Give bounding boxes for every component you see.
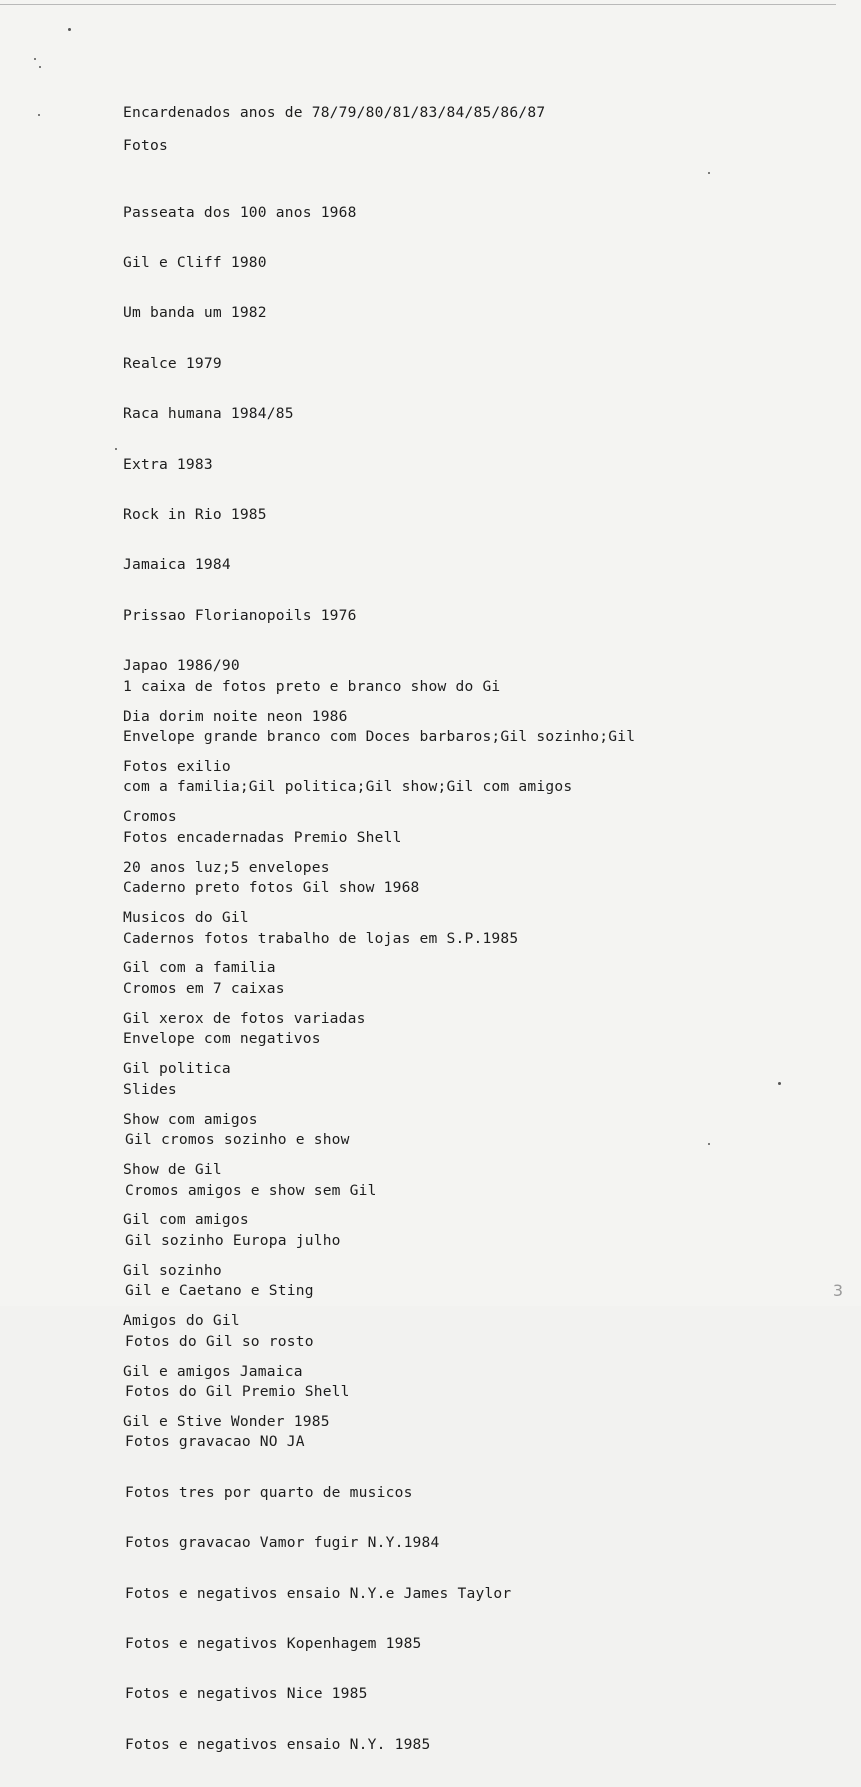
list-item: Gil sozinho [123, 1261, 222, 1279]
list-item: Cromos amigos e show sem Gil [125, 1181, 377, 1199]
list-item: Fotos e negativos ensaio N.Y.e James Taylor [125, 1584, 512, 1602]
list-item: Fotos exilio [123, 757, 231, 775]
scan-speck [39, 66, 41, 68]
list-item: 20 anos luz;5 envelopes [123, 858, 330, 876]
list-item: Show de Gil [123, 1161, 222, 1179]
list-item: Fotos gravacao NO JA [125, 1433, 305, 1451]
list-item: Gil politica [123, 1060, 231, 1078]
list-item: Fotos encadernadas Premio Shell [123, 828, 402, 846]
photo-box-list [123, 645, 635, 1787]
list-item: Gil sozinho Europa julho [125, 1231, 341, 1249]
list-item: Fotos e negativos Nice 1985 [125, 1685, 368, 1703]
list-item: Fotos tres por quarto de musicos [125, 1483, 413, 1501]
list-item: 1 caixa de fotos preto e branco show do Gi [123, 677, 501, 695]
list-item: com a familia;Gil politica;Gil show;Gil com amigos [123, 778, 573, 796]
list-item: Extra 1983 [123, 455, 213, 473]
list-item: Passeata dos 100 anos 1968 [123, 203, 357, 221]
list-item: Japao 1986/90 [123, 657, 240, 675]
list-item: Fotos gravacao Vamor fugir N.Y.1984 [125, 1534, 440, 1552]
list-item: Slides [123, 1080, 177, 1098]
list-item: Cromos [123, 808, 177, 826]
scan-speck [115, 448, 117, 450]
list-item: Envelope grande branco com Doces barbaros;Gil sozinho;Gil [123, 727, 636, 745]
list-item: Fotos do Gil Premio Shell [125, 1383, 350, 1401]
list-item: Cadernos fotos trabalho de lojas em S.P.1985 [123, 929, 519, 947]
list-item: Gil xerox de fotos variadas [123, 1009, 366, 1027]
list-item: Musicos do Gil [123, 909, 249, 927]
list-item: Raca humana 1984/85 [123, 405, 294, 423]
list-item: Gil com amigos [123, 1211, 249, 1229]
list-item: Fotos e negativos Kopenhagem 1985 [125, 1635, 422, 1653]
list-item: Prissao Florianopoils 1976 [123, 606, 357, 624]
scan-speck [708, 1143, 710, 1145]
list-item: Fotos do Gil so rosto [125, 1332, 314, 1350]
document-heading: Encardenados anos de 78/79/80/81/83/84/85/86/87 [123, 104, 546, 121]
list-item: Amigos do Gil [123, 1312, 240, 1330]
list-item: Caderno preto fotos Gil show 1968 [123, 879, 420, 897]
list-item: Rock in Rio 1985 [123, 505, 267, 523]
scan-speck [68, 28, 71, 31]
list-item: Gil com a familia [123, 959, 276, 977]
scan-speck [778, 1082, 781, 1085]
list-item: Cromos em 7 caixas [123, 979, 285, 997]
list-item: Gil e amigos Jamaica [123, 1362, 303, 1380]
list-item: Realce 1979 [123, 354, 222, 372]
list-item: Gil e Stive Wonder 1985 [123, 1412, 330, 1430]
scan-speck [708, 172, 710, 174]
list-item: Gil e Cliff 1980 [123, 253, 267, 271]
list-item: Jamaica 1984 [123, 556, 231, 574]
list-item: Show com amigos [123, 1110, 258, 1128]
list-item: Gil cromos sozinho e show [125, 1131, 350, 1149]
list-item: Gil e Caetano e Sting [125, 1282, 314, 1300]
scan-speck [38, 114, 40, 116]
top-edge-line [0, 4, 836, 5]
list-item: Um banda um 1982 [123, 304, 267, 322]
list-item: Dia dorim noite neon 1986 [123, 707, 348, 725]
section-title: Fotos [123, 137, 168, 154]
list-item: Envelope com negativos [123, 1030, 321, 1048]
list-item: Fotos e negativos ensaio N.Y. 1985 [125, 1735, 431, 1753]
scan-speck [34, 58, 36, 60]
page-number: 3 [832, 1281, 843, 1300]
